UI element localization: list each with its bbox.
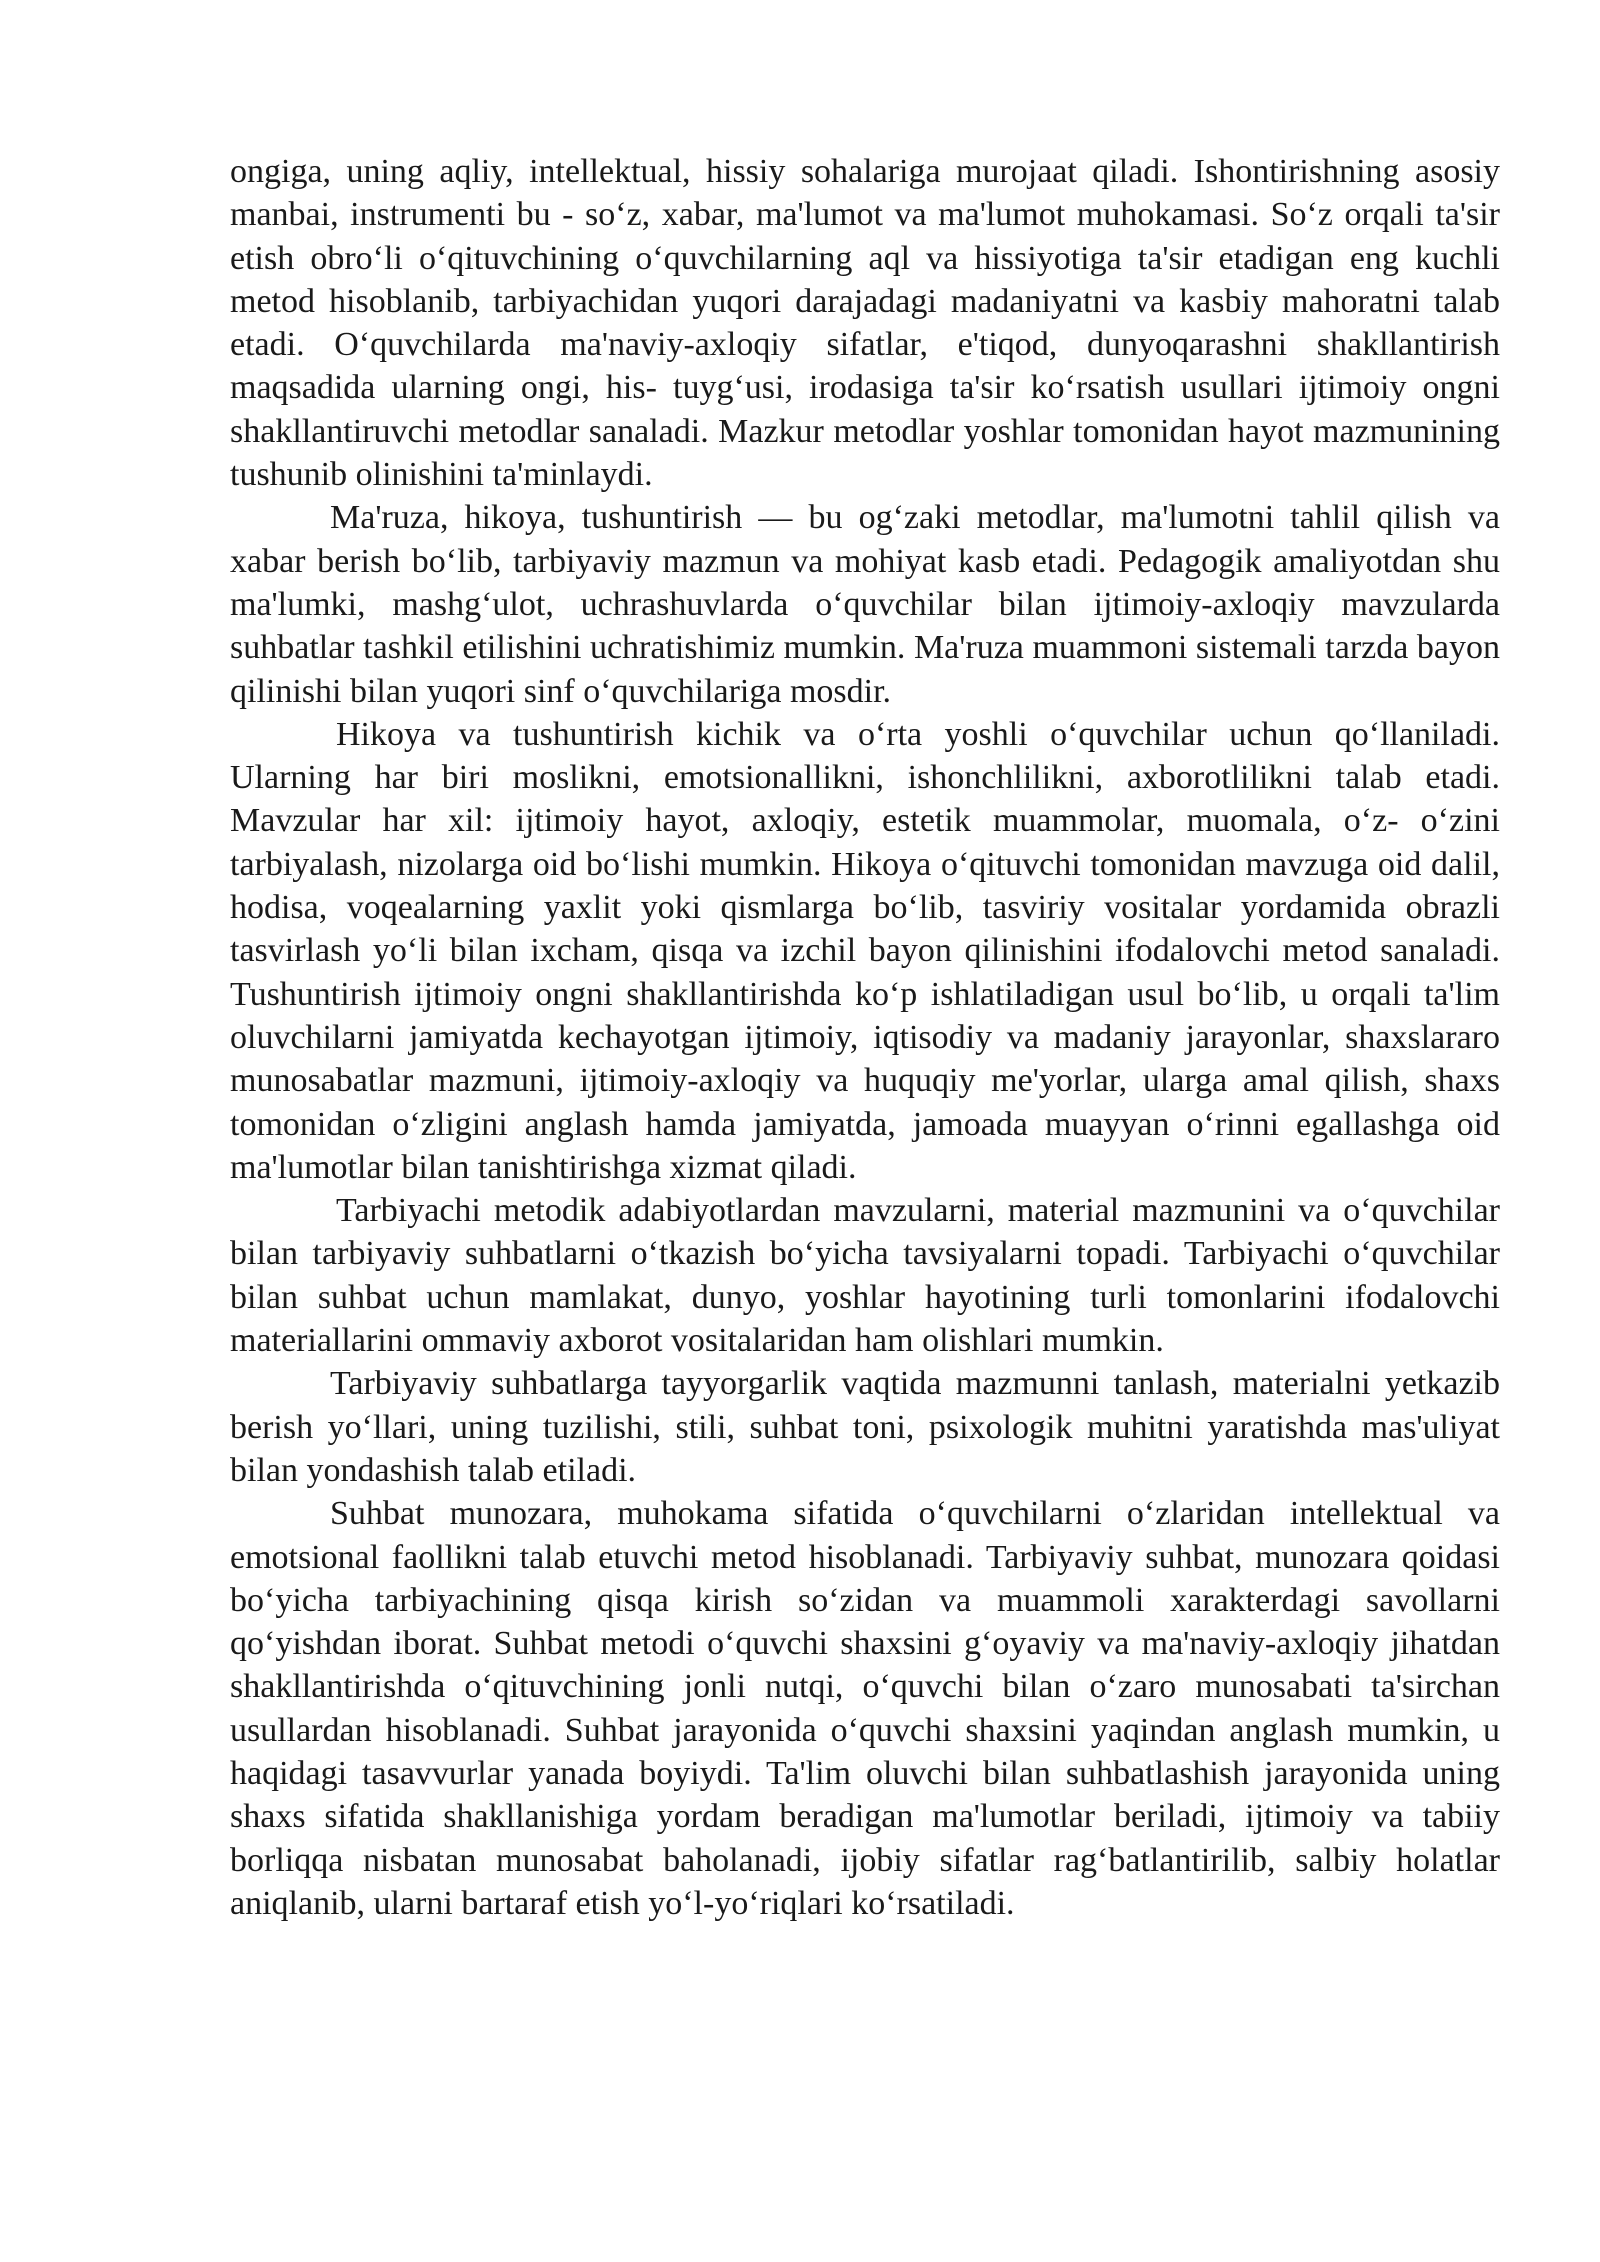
paragraph-1: ongiga, uning aqliy, intellektual, hissiy sohalariga murojaat qiladi. Ishontirishning asosiy manbai, instrumenti bu - so‘z, xabar, ma'lumot va ma'lumot muhokamasi. So‘z orqali ta'sir etish obro‘li o‘qituvchining o‘quvchilarning aql va hissiyotiga ta'sir etadigan eng kuchli metod hisoblanib, tarbiyachidan yuqori darajadagi madaniyatni va kasbiy mahoratni talab etadi. O‘quvchilarda ma'naviy-axloqiy sifatlar, e'tiqod, dunyoqarashni shakllantirish maqsadida ularning ongi, his- tuyg‘usi, irodasiga ta'sir ko‘rsatish usullari ijtimoiy ongni shakllantiruvchi metodlar sanaladi. Mazkur metodlar yoshlar tomonidan hayot mazmunining tushunib olinishini ta'minlaydi. [230, 153, 1500, 494]
paragraph-3: Hikoya va tushuntirish kichik va o‘rta yoshli o‘quvchilar uchun qo‘llaniladi. Ularning har biri moslikni, emotsionallikni, ishonchlilikni, axborotlilikni talab etadi. Mavzular har xil: ijtimoiy hayot, axloqiy, estetik muammolar, muomala, o‘z- o‘zini tarbiyalash, nizolarga oid bo‘lishi mumkin. Hikoya o‘qituvchi tomonidan mavzuga oid dalil, hodisa, voqealarning yaxlit yoki qismlarga bo‘lib, tasviriy vositalar yordamida obrazli tasvirlash yo‘li bilan ixcham, qisqa va izchil bayon qilinishini ifodalovchi metod sanaladi. Tushuntirish ijtimoiy ongni shakllantirishda ko‘p ishlatiladigan usul bo‘lib, u orqali ta'lim oluvchilarni jamiyatda kechayotgan ijtimoiy, iqtisodiy va madaniy jarayonlar, shaxslararo munosabatlar mazmuni, ijtimoiy-axloqiy va huquqiy me'yorlar, ularga amal qilish, shaxs tomonidan o‘zligini anglash hamda jamiyatda, jamoada muayyan o‘rinni egallashga oid ma'lumotlar bilan tanishtirishga xizmat qiladi. [230, 715, 1500, 1186]
paragraph-4: Tarbiyachi metodik adabiyotlardan mavzularni, material mazmunini va o‘quvchilar bilan tarbiyaviy suhbatlarni o‘tkazish bo‘yicha tavsiyalarni topadi. Tarbiyachi o‘quvchilar bilan suhbat uchun mamlakat, dunyo, yoshlar hayotining turli tomonlarini ifodalovchi materiallarini ommaviy axborot vositalaridan ham olishlari mumkin. [230, 1192, 1500, 1360]
body-text [230, 150, 1500, 1925]
paragraph-2: Ma'ruza, hikoya, tushuntirish — bu og‘zaki metodlar, ma'lumotni tahlil qilish va xabar berish bo‘lib, tarbiyaviy mazmun va mohiyat kasb etadi. Pedagogik amaliyotdan shu ma'lumki, mashg‘ulot, uchrashuvlarda o‘quvchilar bilan ijtimoiy-axloqiy mavzularda suhbatlar tashkil etilishini uchratishimiz mumkin. Ma'ruza muammoni sistemali tarzda bayon qilinishi bilan yuqori sinf o‘quvchilariga mosdir. [230, 499, 1500, 710]
paragraph-6: Suhbat munozara, muhokama sifatida o‘quvchilarni o‘zlaridan intellektual va emotsional faollikni talab etuvchi metod hisoblanadi. Tarbiyaviy suhbat, munozara qoidasi bo‘yicha tarbiyachining qisqa kirish so‘zidan va muammoli xarakterdagi savollarni qo‘yishdan iborat. Suhbat metodi o‘quvchi shaxsini g‘oyaviy va ma'naviy-axloqiy jihatdan shakllantirishda o‘qituvchining jonli nutqi, o‘quvchi bilan o‘zaro munosabati ta'sirchan usullardan hisoblanadi. Suhbat jarayonida o‘quvchi shaxsini yaqindan anglash mumkin, u haqidagi tasavvurlar yanada boyiydi. Ta'lim oluvchi bilan suhbatlashish jarayonida uning shaxs sifatida shakllanishiga yordam beradigan ma'lumotlar beriladi, ijtimoiy va tabiiy borliqqa nisbatan munosabat baholanadi, ijobiy sifatlar rag‘batlantirilib, salbiy holatlar aniqlanib, ularni bartaraf etish yo‘l-yo‘riqlari ko‘rsatiladi. [230, 1495, 1500, 1922]
paragraph-5: Tarbiyaviy suhbatlarga tayyorgarlik vaqtida mazmunni tanlash, materialni yetkazib berish yo‘llari, uning tuzilishi, stili, suhbat toni, psixologik muhitni yaratishda mas'uliyat bilan yondashish talab etiladi. [230, 1365, 1500, 1489]
